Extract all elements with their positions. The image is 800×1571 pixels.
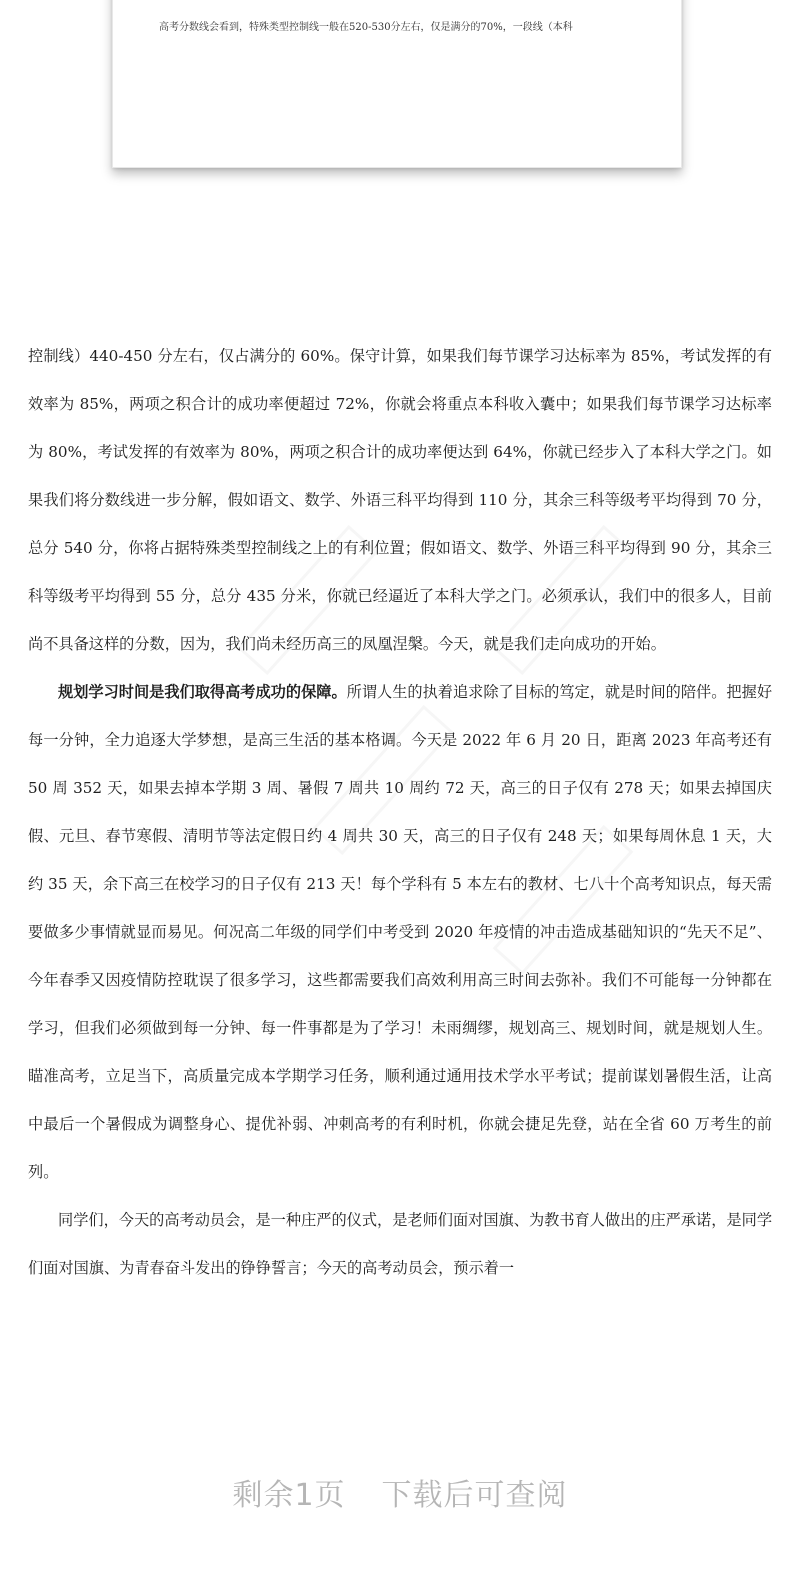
paragraph-text: 同学们，今天的高考动员会，是一种庄严的仪式，是老师们面对国旗、为教书育人做出的庄严承诺，是同学们面对国旗、为青春奋斗发出的铮铮誓言；今天的高考动员会，预示着一 bbox=[28, 1211, 772, 1277]
download-notice[interactable] bbox=[0, 1470, 800, 1514]
document-body bbox=[28, 332, 772, 1292]
preview-last-line: 高考分数线会看到，特殊类型控制线一般在520-530分左右，仅是满分的70%，一段线（本科 bbox=[159, 22, 573, 33]
remaining-pages-label: 剩余1页 bbox=[232, 1478, 346, 1513]
paragraph-1 bbox=[28, 332, 772, 668]
paragraph-2 bbox=[28, 668, 772, 1196]
previous-page-preview bbox=[112, 0, 682, 168]
paragraph-bold-lead: 规划学习时间是我们取得高考成功的保障。 bbox=[58, 683, 347, 701]
paragraph-3 bbox=[28, 1196, 772, 1292]
paragraph-text: 控制线）440-450 分左右，仅占满分的 60%。保守计算，如果我们每节课学习达标率为 85%，考试发挥的有效率为 85%，两项之积合计的成功率便超过 72%，你就会将重点本科收入囊中；如果我们每节课学习达标率为 80%，考试发挥的有效率为 80%，两项之积合计的成功率便达到 64%，你就已经步入了本科大学之门。如果我们将分数线进一步分解，假如语文、数学、外语三科平均得到 110 分，其余三科等级考平均得到 70 分，总分 540 分，你将占据特殊类型控制线之上的有利位置；假如语文、数学、外语三科平均得到 90 分，其余三科等级考平均得到 55 分，总分 435 分米，你就已经逼近了本科大学之门。必须承认，我们中的很多人，目前尚不具备这样的分数，因为，我们尚未经历高三的凤凰涅槃。今天，就是我们走向成功的开始。 bbox=[28, 347, 772, 653]
download-to-view-label[interactable]: 下载后可查阅 bbox=[381, 1478, 568, 1513]
paragraph-text: 所谓人生的执着追求除了目标的笃定，就是时间的陪伴。把握好每一分钟，全力追逐大学梦想，是高三生活的基本格调。今天是 2022 年 6 月 20 日，距离 2023 年高考还有 50 周 352 天，如果去掉本学期 3 周、暑假 7 周共 10 周约 72 天，高三的日子仅有 278 天；如果去掉国庆假、元旦、春节寒假、清明节等法定假日约 4 周共 30 天，高三的日子仅有 248 天；如果每周休息 1 天，大约 35 天，余下高三在校学习的日子仅有 213 天！每个学科有 5 本左右的教材、七八十个高考知识点，每天需要做多少事情就显而易见。何况高二年级的同学们中考受到 2020 年疫情的冲击造成基础知识的“先天不足”、今年春季又因疫情防控耽误了很多学习，这些都需要我们高效利用高三时间去弥补。我们不可能每一分钟都在学习，但我们必须做到每一分钟、每一件事都是为了学习！未雨绸缪，规划高三、规划时间，就是规划人生。瞄准高考，立足当下，高质量完成本学期学习任务，顺利通过通用技术学水平考试；提前谋划暑假生活，让高中最后一个暑假成为调整身心、提优补弱、冲刺高考的有利时机，你就会捷足先登，站在全省 60 万考生的前列。 bbox=[28, 683, 773, 1181]
